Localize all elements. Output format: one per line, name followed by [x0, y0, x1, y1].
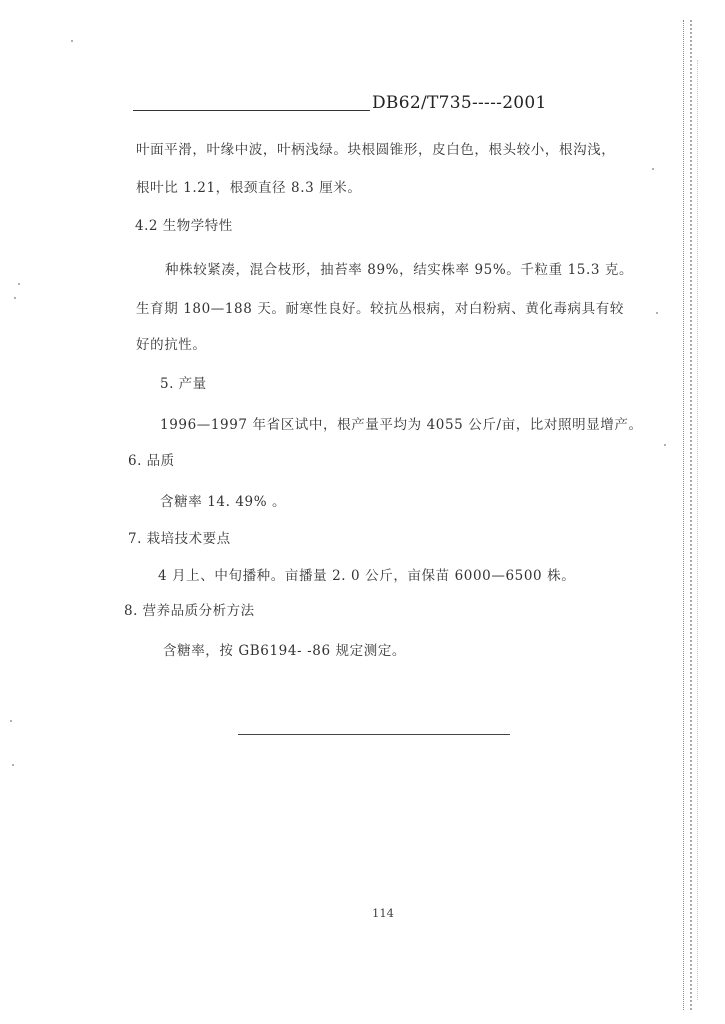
body-line: 生育期 180—188 天。耐寒性良好。较抗丛根病，对白粉病、黄化毒病具有较 — [136, 301, 624, 317]
scan-edge — [697, 60, 698, 1000]
scan-speck — [71, 40, 73, 42]
scan-speck — [14, 297, 16, 299]
standard-code: DB62/T735-----2001 — [372, 93, 547, 113]
section-heading: 8. 营养品质分析方法 — [124, 603, 255, 619]
body-line: 含糖率 14. 49% 。 — [160, 494, 287, 510]
scan-edge — [683, 20, 684, 1010]
page-number: 114 — [372, 906, 394, 920]
scan-speck — [652, 168, 654, 170]
body-line: 4 月上、中旬播种。亩播量 2. 0 公斤，亩保苗 6000—6500 株。 — [158, 568, 576, 584]
end-rule — [238, 734, 510, 735]
body-line: 根叶比 1.21，根颈直径 8.3 厘米。 — [136, 180, 362, 196]
body-line: 种株较紧凑，混合枝形，抽苔率 89%，结实株率 95%。千粒重 15.3 克。 — [165, 262, 634, 278]
body-line: 好的抗性。 — [136, 337, 207, 353]
section-heading: 6. 品质 — [128, 453, 175, 469]
section-heading: 7. 栽培技术要点 — [128, 531, 231, 547]
scan-speck — [18, 283, 20, 285]
scan-speck — [664, 444, 666, 446]
scan-speck — [656, 312, 658, 314]
body-line: 叶面平滑，叶缘中波，叶柄浅绿。块根圆锥形，皮白色，根头较小，根沟浅， — [136, 142, 616, 158]
section-heading: 5. 产量 — [160, 376, 207, 392]
scan-speck — [10, 720, 12, 722]
body-line: 含糖率，按 GB6194- -86 规定测定。 — [163, 643, 407, 659]
scan-speck — [12, 764, 14, 766]
section-heading: 4.2 生物学特性 — [135, 218, 233, 234]
body-line: 1996—1997 年省区试中，根产量平均为 4055 公斤/亩，比对照明显增产。 — [160, 417, 643, 433]
scan-edge — [690, 20, 692, 1010]
